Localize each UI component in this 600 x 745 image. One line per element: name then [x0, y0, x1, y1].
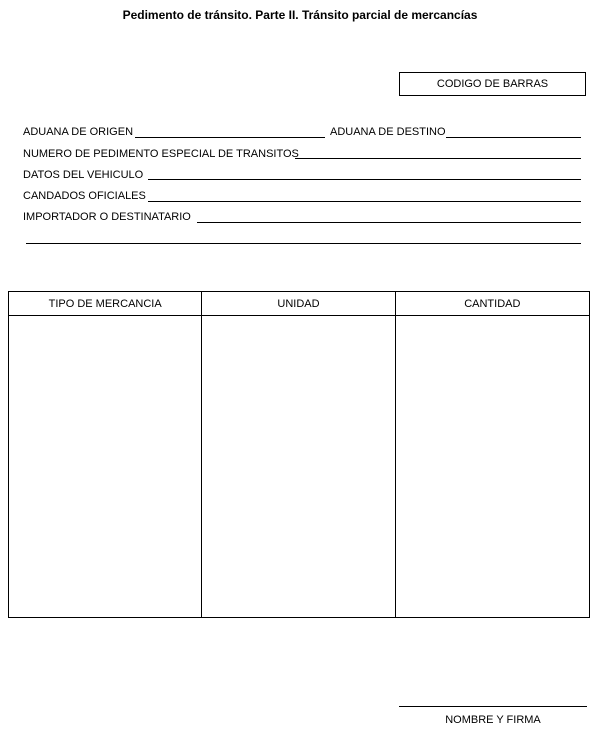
- importador-line[interactable]: [197, 222, 581, 223]
- document-title: Pedimento de tránsito. Parte II. Tránsito parcial de mercancías: [122, 8, 478, 22]
- aduana-destino-label: ADUANA DE DESTINO: [330, 126, 446, 138]
- numero-pedimento-line[interactable]: [295, 158, 581, 159]
- cell-cantidad[interactable]: [396, 316, 589, 617]
- candados-label: CANDADOS OFICIALES: [23, 190, 146, 202]
- barcode-box: [399, 72, 586, 96]
- aduana-destino-line[interactable]: [446, 137, 581, 138]
- datos-vehiculo-line[interactable]: [148, 179, 581, 180]
- header-unidad: UNIDAD: [202, 292, 395, 316]
- signature-label: NOMBRE Y FIRMA: [445, 714, 541, 726]
- cell-unidad[interactable]: [202, 316, 395, 617]
- header-tipo-mercancia: TIPO DE MERCANCIA: [9, 292, 202, 316]
- aduana-origen-line[interactable]: [135, 137, 325, 138]
- candados-line[interactable]: [148, 201, 581, 202]
- signature-line[interactable]: [399, 706, 587, 707]
- cell-tipo-mercancia[interactable]: [9, 316, 202, 617]
- numero-pedimento-label: NUMERO DE PEDIMENTO ESPECIAL DE TRANSITOS: [23, 148, 299, 160]
- header-cantidad: CANTIDAD: [396, 292, 589, 316]
- aduana-origen-label: ADUANA DE ORIGEN: [23, 126, 134, 138]
- datos-vehiculo-label: DATOS DEL VEHICULO: [23, 169, 144, 181]
- goods-table: [8, 291, 590, 618]
- barcode-label: CODIGO DE BARRAS: [436, 78, 549, 90]
- importador-label: IMPORTADOR O DESTINATARIO: [23, 211, 191, 223]
- extra-line[interactable]: [26, 243, 581, 244]
